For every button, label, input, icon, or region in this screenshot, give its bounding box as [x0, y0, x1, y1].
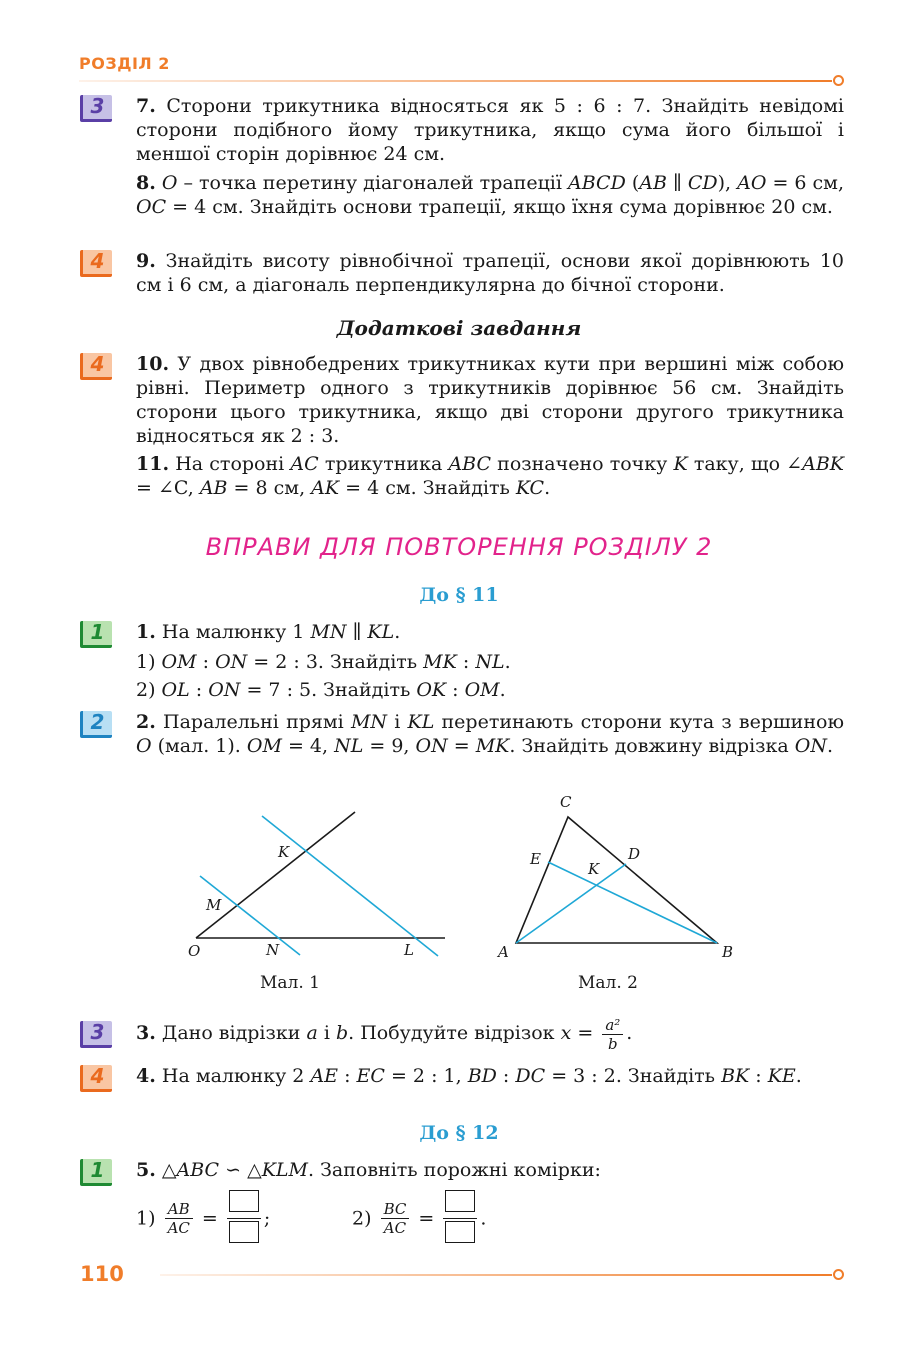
math-var: ON	[208, 679, 241, 701]
label-l: L	[404, 941, 414, 959]
text: перетинають сторони кута з вершиною	[434, 711, 844, 733]
problem-number: 7.	[136, 95, 156, 117]
empty-cell-denominator[interactable]	[229, 1221, 259, 1243]
math-var: MK	[475, 735, 510, 757]
label-b: B	[722, 943, 734, 961]
empty-fraction	[227, 1190, 261, 1247]
text: = 3 : 2. Знайдіть	[545, 1065, 722, 1087]
math-var: OC	[136, 196, 167, 218]
text: .	[544, 477, 551, 499]
text: = 6 см,	[766, 172, 844, 194]
fraction-numerator: a²	[602, 1016, 623, 1035]
review-section-title: ВПРАВИ ДЛЯ ПОВТОРЕННЯ РОЗДІЛУ 2	[205, 533, 713, 561]
text: = 9,	[363, 735, 416, 757]
math-var: AO	[737, 172, 767, 194]
math-var: NL	[334, 735, 364, 757]
level-badge-3: 3	[80, 95, 112, 122]
text: .	[795, 1065, 802, 1087]
problem-number: 4.	[136, 1065, 156, 1087]
math-var: O	[161, 172, 178, 194]
text: = 2 : 1,	[384, 1065, 468, 1087]
math-var: BK	[721, 1065, 750, 1087]
label-k: K	[278, 843, 290, 861]
text: :	[189, 679, 209, 701]
label-c: C	[560, 793, 572, 811]
text: позначено точку	[491, 453, 674, 475]
text: ),	[717, 172, 738, 194]
text: і	[387, 711, 408, 733]
fraction-denominator: AC	[383, 1219, 407, 1237]
text: =	[447, 735, 476, 757]
part-label: 1)	[136, 1207, 156, 1230]
text: ∽ △	[219, 1159, 262, 1181]
text: 2)	[136, 679, 162, 701]
text: . Побудуйте відрізок	[348, 1022, 561, 1044]
text: . Знайдіть довжину відрізка	[509, 735, 795, 757]
level-badge-2: 2	[80, 711, 112, 738]
text: ∥	[346, 621, 368, 643]
text: :	[446, 679, 465, 701]
text: = 8 см,	[227, 477, 312, 499]
math-var: OM	[464, 679, 500, 701]
level-badge-1: 1	[80, 1159, 112, 1186]
problem-number: 9.	[136, 250, 156, 272]
fraction-numerator: BC	[381, 1200, 410, 1219]
math-var: AB	[639, 172, 667, 194]
text: (мал. 1).	[151, 735, 247, 757]
text: = ∠C,	[136, 477, 200, 499]
math-var: K	[673, 453, 688, 475]
text: – точка перетину діагоналей трапеції	[177, 172, 568, 194]
text: ;	[263, 1207, 271, 1230]
text: (	[625, 172, 640, 194]
ray-ok	[196, 812, 355, 938]
math-var: a	[306, 1022, 318, 1044]
math-var: MK	[423, 651, 457, 673]
math-var: ON	[215, 651, 248, 673]
text: = 7 : 5. Знайдіть	[240, 679, 417, 701]
problem-text: Сторони трикутника відносяться як 5 : 6 : 7. Знайдіть невідомі сторони подібного йому трикутника, якщо сума його більшої і меншої сторін дорівнює 24 см.	[136, 95, 844, 165]
problem-number: 3.	[136, 1022, 156, 1044]
text: = 4,	[281, 735, 335, 757]
math-var: BD	[467, 1065, 497, 1087]
label-o: O	[188, 942, 201, 960]
line-mn	[200, 876, 300, 955]
empty-cell-numerator[interactable]	[445, 1190, 475, 1212]
fraction	[381, 1200, 410, 1237]
math-var: MN	[350, 711, 388, 733]
text: ∥	[666, 172, 688, 194]
fraction	[602, 1016, 623, 1053]
level-badge-4: 4	[80, 250, 112, 277]
text: Паралельні прямі	[155, 711, 351, 733]
figure-1-caption: Мал. 1	[260, 973, 320, 993]
math-var: NL	[475, 651, 505, 673]
math-var: ABC	[448, 453, 492, 475]
fraction-denominator: b	[607, 1034, 618, 1053]
text: .	[826, 735, 834, 757]
problem-number: 10.	[136, 353, 170, 375]
text: На малюнку 2	[155, 1065, 311, 1087]
label-m: M	[206, 896, 222, 914]
level-badge-1: 1	[80, 621, 112, 648]
equals-sign: =	[201, 1207, 218, 1230]
math-var: b	[335, 1022, 349, 1044]
text: :	[196, 651, 216, 673]
math-var: KLM	[261, 1159, 308, 1181]
text: .	[504, 651, 511, 673]
text: .	[480, 1207, 487, 1230]
empty-cell-numerator[interactable]	[229, 1190, 259, 1212]
text: На малюнку 1	[155, 621, 311, 643]
review-problem-4	[136, 1064, 844, 1088]
label-a: A	[498, 943, 509, 961]
math-var: ABC	[176, 1159, 220, 1181]
problem-number: 1.	[136, 621, 156, 643]
math-var: KE	[767, 1065, 796, 1087]
text: .	[626, 1022, 633, 1044]
math-var: KL	[407, 711, 435, 733]
problem-number: 8.	[136, 172, 156, 194]
footer-rule	[160, 1274, 832, 1276]
math-var: OM	[246, 735, 282, 757]
review-problem-5	[136, 1158, 844, 1182]
fraction	[165, 1200, 193, 1237]
additional-tasks-heading: Додаткові завдання	[336, 316, 582, 340]
math-var: EC	[356, 1065, 385, 1087]
text: Дано відрізки	[155, 1022, 307, 1044]
review-problem-3	[136, 1011, 844, 1055]
label-e: E	[530, 850, 541, 868]
math-var: KC	[515, 477, 545, 499]
review-problem-5-part-2	[352, 1190, 486, 1247]
problem-text: У двох рівнобедрених трикутниках кути при вершині між собою рівні. Периметр одного з трикутників дорівнює 56 см. Знайдіть сторони цього трикутника, якщо дві сторони другого трикутника відносяться як 2 : 3.	[136, 353, 844, 447]
math-var: KL	[367, 621, 395, 643]
math-var: OL	[161, 679, 190, 701]
footer-rule-end-circle	[833, 1269, 844, 1280]
math-var: ABK	[802, 453, 844, 475]
text: трикутника	[318, 453, 449, 475]
label-d: D	[628, 845, 641, 863]
math-var: AK	[311, 477, 340, 499]
fraction-numerator: AB	[165, 1200, 193, 1219]
empty-cell-denominator[interactable]	[445, 1221, 475, 1243]
math-var: DC	[515, 1065, 546, 1087]
math-var: AE	[310, 1065, 339, 1087]
text: .	[499, 679, 506, 701]
text: =	[571, 1022, 600, 1044]
triangle-abc	[516, 817, 717, 943]
text: △	[155, 1159, 177, 1181]
level-badge-4: 4	[80, 353, 112, 380]
paragraph-ref-12: До § 12	[419, 1122, 499, 1144]
page-number: 110	[80, 1262, 124, 1286]
math-var: MN	[310, 621, 347, 643]
level-badge-3: 3	[80, 1021, 112, 1048]
text: :	[456, 651, 476, 673]
math-var: O	[136, 735, 152, 757]
text: . Заповніть порожні комірки:	[307, 1159, 601, 1181]
text: 1)	[136, 651, 162, 673]
math-var: x	[560, 1022, 572, 1044]
problem-text: Знайдіть висоту рівнобічної трапеції, основи якої дорівнюють 10 см і 6 см, а діагональ перпендикулярна до бічної сторони.	[136, 250, 845, 296]
text: = 2 : 3. Знайдіть	[247, 651, 424, 673]
equals-sign: =	[418, 1207, 435, 1230]
text: і	[317, 1022, 336, 1044]
label-k: K	[588, 860, 600, 878]
text: :	[338, 1065, 357, 1087]
text: На стороні	[175, 453, 291, 475]
text: :	[749, 1065, 768, 1087]
part-label: 2)	[352, 1207, 372, 1230]
review-problem-5-part-1	[136, 1190, 270, 1247]
math-var: ABCD	[568, 172, 626, 194]
problem-number: 11.	[136, 453, 170, 475]
fraction-denominator: AC	[167, 1219, 190, 1237]
math-var: ON	[794, 735, 827, 757]
math-var: OM	[161, 651, 197, 673]
label-n: N	[266, 941, 280, 959]
level-badge-4: 4	[80, 1065, 112, 1092]
section-label: РОЗДІЛ 2	[79, 54, 170, 73]
text: :	[496, 1065, 516, 1087]
problem-number: 5.	[136, 1159, 156, 1181]
paragraph-ref-11: До § 11	[419, 584, 499, 606]
problem-number: 2.	[136, 711, 156, 733]
text: .	[394, 621, 401, 643]
text: = 4 см. Знайдіть	[339, 477, 516, 499]
line-kl	[262, 816, 438, 956]
figure-2	[496, 793, 733, 961]
math-var: CD	[687, 172, 718, 194]
figure-2-caption: Мал. 2	[578, 973, 638, 993]
empty-fraction	[443, 1190, 477, 1247]
math-var: ON	[415, 735, 448, 757]
math-var: OK	[416, 679, 447, 701]
math-var: AC	[290, 453, 319, 475]
math-var: AB	[199, 477, 228, 499]
text: = 4 см. Знайдіть основи трапеції, якщо їхня сума дорівнює 20 см.	[166, 196, 833, 218]
figure-1	[188, 812, 445, 960]
text: таку, що ∠	[687, 453, 803, 475]
